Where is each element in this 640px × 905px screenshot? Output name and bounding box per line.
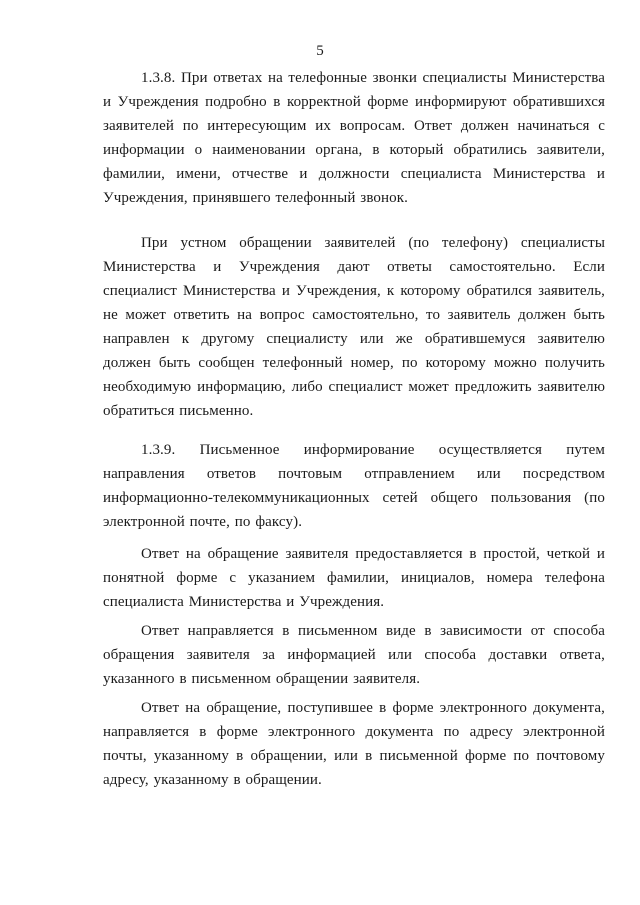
paragraph-1-3-9: 1.3.9. Письменное информирование осуществляется путем направления ответов почтовым отправлением или посредством информационно-телекоммуникационных сетей общего пользования (по электронной почте, по факсу). bbox=[103, 442, 605, 530]
page-number: 5 bbox=[316, 43, 324, 59]
paragraph-answer-electronic: Ответ на обращение, поступившее в форме электронного документа, направляется в форме электронного документа по адресу электронной почты, указанному в обращении, или в письменной форме по почтовому адресу, указанному в обращении. bbox=[103, 700, 605, 788]
paragraph-1-3-8: 1.3.8. При ответах на телефонные звонки специалисты Министерства и Учреждения подробно в корректной форме информируют обратившихся заявителей по интересующим их вопросам. Ответ должен начинаться с информации о наименовании органа, в который обратились заявители, фамилии, имени, отчестве и должности специалиста Министерства и Учреждения, принявшего телефонный звонок. bbox=[103, 70, 605, 206]
paragraph-answer-written: Ответ направляется в письменном виде в зависимости от способа обращения заявителя за информацией или способа доставки ответа, указанного в письменном обращении заявителя. bbox=[103, 623, 605, 687]
paragraph-oral-inquiry: При устном обращении заявителей (по телефону) специалисты Министерства и Учреждения дают ответы самостоятельно. Если специалист Министерства и Учреждения, к которому обратился заявитель, не может ответить на вопрос самостоятельно, то заявитель должен быть направлен к другому специалисту или же обратившемуся заявителю должен быть сообщен телефонный номер, по которому можно получить необходимую информацию, либо специалист может предложить заявителю обратиться письменно. bbox=[103, 235, 605, 419]
paragraph-answer-form: Ответ на обращение заявителя предоставляется в простой, четкой и понятной форме с указанием фамилии, инициалов, номера телефона специалиста Министерства и Учреждения. bbox=[103, 546, 605, 610]
